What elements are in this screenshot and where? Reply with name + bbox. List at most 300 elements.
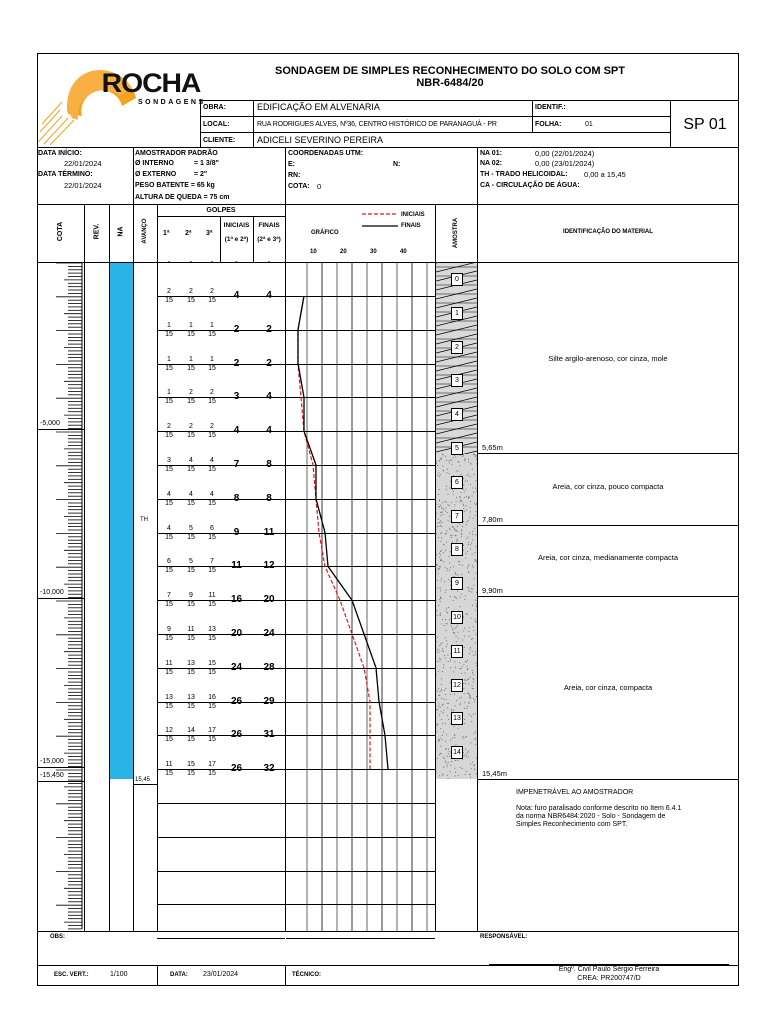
- sand-dot: [474, 769, 475, 770]
- sand-dot: [463, 521, 464, 522]
- col-iniciais: INICIAIS: [223, 222, 250, 229]
- sand-dot: [457, 760, 458, 761]
- local-label: LOCAL:: [203, 121, 230, 128]
- sand-dot: [443, 651, 444, 652]
- sand-dot: [468, 520, 469, 521]
- obra-label: OBRA:: [203, 104, 226, 111]
- sand-dot: [448, 762, 449, 763]
- folha-value: 01: [585, 121, 593, 128]
- sand-dot: [454, 528, 455, 529]
- sand-dot: [446, 472, 447, 473]
- sand-dot: [448, 778, 449, 779]
- blow-count: [206, 660, 218, 677]
- sand-dot: [459, 698, 460, 699]
- sand-dot: [454, 726, 455, 727]
- col-iniciais-sub: (1ª e 2ª): [224, 236, 249, 243]
- e-label: E:: [288, 161, 295, 168]
- nspt-iniciais: 9: [233, 526, 240, 538]
- sand-dot: [442, 466, 443, 467]
- blow-count: [163, 761, 175, 778]
- sand-dot: [464, 719, 465, 720]
- col-grafico: GRÁFICO: [311, 230, 339, 236]
- blow-numerator: 5: [185, 558, 197, 567]
- sand-dot: [465, 661, 466, 662]
- sand-dot: [437, 615, 438, 616]
- th-value: 0,00 a 15,45: [584, 170, 626, 179]
- sand-dot: [465, 680, 466, 681]
- blow-numerator: 12: [163, 727, 175, 736]
- col-cota: COTA: [57, 221, 64, 242]
- sand-dot: [465, 774, 466, 775]
- sand-dot: [476, 773, 477, 774]
- sand-dot: [438, 695, 439, 696]
- blow-numerator: 11: [163, 660, 175, 669]
- sand-dot: [437, 661, 438, 662]
- sand-dot: [438, 605, 439, 606]
- na02-value: 0,00 (23/01/2024): [535, 159, 595, 168]
- sand-dot: [476, 604, 477, 605]
- sand-dot: [461, 594, 462, 595]
- sand-dot: [448, 719, 449, 720]
- sand-dot: [457, 531, 458, 532]
- nspt-finais: 24: [263, 628, 275, 639]
- nota-line-2: da norma NBR6484:2020 - Solo - Sondagem de: [516, 813, 666, 820]
- sand-dot: [448, 504, 449, 505]
- sample-number: 11: [451, 645, 463, 658]
- nspt-finais: 20: [263, 594, 275, 606]
- legend-finais: FINAIS: [401, 223, 421, 229]
- sand-dot: [441, 580, 442, 581]
- sand-dot: [460, 497, 461, 498]
- sand-dot: [475, 634, 476, 635]
- sand-dot: [472, 469, 473, 470]
- sand-dot: [446, 460, 447, 461]
- sand-dot: [455, 574, 456, 575]
- sand-dot: [472, 565, 473, 566]
- blow-denominator: 15: [187, 601, 195, 609]
- blow-numerator: 4: [206, 457, 218, 466]
- sand-dot: [438, 568, 439, 569]
- sand-dot: [455, 628, 456, 629]
- sand-dot: [467, 551, 468, 552]
- sand-dot: [463, 545, 464, 546]
- sand-dot: [473, 492, 474, 493]
- col-g1: 1ª: [163, 230, 170, 237]
- blow-denominator: 15: [208, 668, 216, 676]
- blow-denominator: 15: [165, 466, 173, 473]
- sand-dot: [468, 693, 469, 694]
- blow-denominator: 15: [165, 668, 173, 676]
- sand-dot: [460, 606, 461, 607]
- sand-dot: [454, 529, 455, 530]
- sand-dot: [474, 578, 475, 579]
- sp-id: SP 01: [683, 116, 727, 133]
- blow-count: [163, 423, 175, 440]
- sand-dot: [464, 702, 465, 703]
- sand-dot: [452, 489, 453, 490]
- spt-graph: [286, 263, 435, 931]
- sand-dot: [469, 591, 470, 592]
- sand-dot: [462, 456, 463, 457]
- sand-dot: [467, 706, 468, 707]
- cota-value: 0: [317, 182, 322, 191]
- blow-numerator: 13: [163, 694, 175, 703]
- sand-dot: [455, 667, 456, 668]
- sand-dot: [451, 626, 452, 627]
- sand-dot: [437, 637, 438, 638]
- th-label: TH - TRADO HELICOIDAL:: [480, 171, 568, 178]
- sand-dot: [440, 523, 441, 524]
- graph-tick-label: 30: [370, 249, 377, 255]
- blow-count: [206, 558, 218, 575]
- blow-denominator: 15: [165, 601, 173, 609]
- sand-dot: [472, 531, 473, 532]
- sand-dot: [451, 460, 452, 461]
- sand-dot: [447, 512, 448, 513]
- sand-dot: [436, 463, 437, 464]
- sand-dot: [468, 590, 469, 591]
- sand-dot: [456, 501, 457, 502]
- sand-dot: [440, 533, 441, 534]
- sample-number: 14: [451, 746, 463, 759]
- nspt-iniciais: 4: [233, 425, 240, 437]
- sand-dot: [449, 563, 450, 564]
- sand-dot: [466, 613, 467, 614]
- blow-denominator: 15: [187, 330, 195, 338]
- blow-numerator: 11: [163, 761, 175, 770]
- sand-dot: [437, 504, 438, 505]
- sand-dot: [437, 526, 438, 527]
- blow-numerator: 3: [163, 457, 175, 466]
- sand-dot: [440, 707, 441, 708]
- sand-dot: [445, 508, 446, 509]
- layer-depth: 7,80m: [482, 515, 503, 524]
- sand-dot: [459, 662, 460, 663]
- blow-numerator: 2: [206, 389, 218, 398]
- blow-numerator: 1: [185, 356, 197, 365]
- blow-numerator: 1: [163, 389, 175, 398]
- sand-dot: [440, 520, 441, 521]
- blow-numerator: 7: [163, 592, 175, 601]
- sand-dot: [440, 738, 441, 739]
- blow-numerator: 2: [185, 423, 197, 432]
- sand-dot: [457, 591, 458, 592]
- sand-dot: [445, 637, 446, 638]
- sand-dot: [469, 774, 470, 775]
- sand-dot: [463, 683, 464, 684]
- sand-dot: [465, 558, 466, 559]
- sand-dot: [473, 688, 474, 689]
- sand-dot: [447, 655, 448, 656]
- blow-numerator: 6: [163, 558, 175, 567]
- sand-dot: [475, 643, 476, 644]
- blow-denominator: 15: [187, 297, 195, 304]
- avanco-th: TH: [140, 517, 148, 523]
- sand-dot: [437, 758, 438, 759]
- sand-dot: [443, 704, 444, 705]
- sand-dot: [455, 535, 456, 536]
- col-identificacao: IDENTIFICAÇÃO DO MATERIAL: [563, 229, 653, 235]
- sand-dot: [444, 581, 445, 582]
- sand-dot: [442, 508, 443, 509]
- first-row-dash: -: [189, 257, 193, 266]
- obra-value: EDIFICAÇÃO EM ALVENARIA: [257, 102, 380, 112]
- sand-dot: [460, 597, 461, 598]
- blow-denominator: 15: [165, 432, 173, 440]
- col-avanco: AVANÇO: [142, 218, 148, 244]
- sand-dot: [475, 488, 476, 489]
- sand-dot: [456, 636, 457, 637]
- blow-denominator: 15: [165, 702, 173, 710]
- sand-dot: [472, 554, 473, 555]
- sand-dot: [441, 512, 442, 513]
- blow-numerator: 4: [185, 457, 197, 466]
- sand-dot: [439, 704, 440, 705]
- obs-label: OBS:: [50, 934, 65, 940]
- sand-dot: [475, 731, 476, 732]
- blow-numerator: 7: [206, 558, 218, 567]
- sand-dot: [443, 470, 444, 471]
- sand-dot: [470, 696, 471, 697]
- sand-dot: [436, 513, 437, 514]
- blow-numerator: 4: [163, 525, 175, 534]
- sand-dot: [468, 587, 469, 588]
- sand-dot: [437, 580, 438, 581]
- sand-dot: [474, 528, 475, 529]
- blow-count: [206, 525, 218, 542]
- nota-line-1: Nota: furo paralisado conforme descrito no Item 6.4.1: [516, 805, 682, 812]
- sand-dot: [450, 529, 451, 530]
- sand-dot: [445, 630, 446, 631]
- blow-numerator: 6: [206, 525, 218, 534]
- sand-dot: [475, 739, 476, 740]
- sand-dot: [472, 670, 473, 671]
- sand-dot: [450, 771, 451, 772]
- esc-value: 1/100: [110, 971, 128, 978]
- externo-value: = 2": [194, 171, 208, 178]
- sand-dot: [456, 530, 457, 531]
- sand-dot: [446, 610, 447, 611]
- sand-dot: [454, 633, 455, 634]
- sand-dot: [446, 623, 447, 624]
- sand-dot: [453, 457, 454, 458]
- sand-dot: [441, 753, 442, 754]
- blow-count: [163, 592, 175, 609]
- sand-dot: [453, 494, 454, 495]
- blow-numerator: 9: [185, 592, 197, 601]
- sand-dot: [442, 739, 443, 740]
- sand-dot: [438, 537, 439, 538]
- sand-dot: [452, 628, 453, 629]
- crea: CREA: PR200747/D: [577, 975, 641, 982]
- sand-dot: [449, 505, 450, 506]
- sand-dot: [469, 636, 470, 637]
- sand-dot: [459, 564, 460, 565]
- sand-dot: [466, 771, 467, 772]
- layer-description: Areia, cor cinza, compacta: [563, 683, 653, 692]
- nspt-finais: 29: [263, 695, 275, 707]
- blow-count: [185, 558, 197, 575]
- sand-dot: [440, 474, 441, 475]
- sand-dot: [438, 472, 439, 473]
- sand-dot: [444, 561, 445, 562]
- sand-dot: [463, 630, 464, 631]
- sand-dot: [472, 688, 473, 689]
- sand-dot: [473, 585, 474, 586]
- blow-numerator: 1: [206, 322, 218, 331]
- nspt-finais: 8: [266, 492, 272, 504]
- sand-dot: [437, 724, 438, 725]
- sand-dot: [473, 518, 474, 519]
- sand-dot: [443, 712, 444, 713]
- blow-count: [185, 491, 197, 508]
- graph-tick-label: 40: [400, 249, 407, 255]
- sand-dot: [461, 673, 462, 674]
- sand-dot: [444, 690, 445, 691]
- sand-dot: [467, 669, 468, 670]
- sand-dot: [439, 568, 440, 569]
- sand-dot: [453, 710, 454, 711]
- sand-dot: [438, 671, 439, 672]
- cota-label: COTA:: [288, 183, 310, 190]
- sand-dot: [440, 590, 441, 591]
- blow-count: [206, 457, 218, 474]
- sand-dot: [439, 645, 440, 646]
- sand-dot: [449, 462, 450, 463]
- sand-dot: [473, 655, 474, 656]
- sand-dot: [471, 639, 472, 640]
- sand-dot: [474, 503, 475, 504]
- sand-dot: [475, 559, 476, 560]
- sand-dot: [471, 618, 472, 619]
- blow-numerator: 1: [163, 322, 175, 331]
- sand-dot: [441, 537, 442, 538]
- sand-dot: [466, 756, 467, 757]
- nspt-iniciais: 16: [230, 594, 243, 606]
- blow-denominator: 15: [208, 635, 216, 642]
- sand-dot: [471, 768, 472, 769]
- sand-dot: [443, 757, 444, 758]
- sand-dot: [461, 529, 462, 530]
- sand-dot: [463, 738, 464, 739]
- sand-dot: [472, 638, 473, 639]
- sand-dot: [442, 454, 443, 455]
- sand-dot: [475, 699, 476, 700]
- blow-numerator: 4: [163, 491, 175, 500]
- blow-denominator: 15: [187, 770, 195, 778]
- sand-dot: [466, 708, 467, 709]
- blow-count: [206, 356, 218, 373]
- sand-dot: [470, 501, 471, 502]
- data-inicio-label: DATA INÍCIO:: [38, 150, 82, 157]
- data-inicio: 22/01/2024: [64, 159, 102, 168]
- impenetravel: IMPENETRÁVEL AO AMOSTRADOR: [516, 789, 634, 796]
- sand-dot: [476, 562, 477, 563]
- blow-numerator: 4: [185, 491, 197, 500]
- sand-dot: [459, 524, 460, 525]
- sand-dot: [444, 501, 445, 502]
- first-row-dash: -: [167, 257, 171, 266]
- sand-dot: [461, 574, 462, 575]
- amostrador-label: AMOSTRADOR PADRÃO: [135, 150, 218, 157]
- sand-dot: [440, 691, 441, 692]
- sand-dot: [459, 704, 460, 705]
- sand-dot: [461, 697, 462, 698]
- sand-dot: [463, 736, 464, 737]
- sand-dot: [437, 565, 438, 566]
- blow-numerator: 13: [185, 660, 197, 669]
- blow-count: [185, 457, 197, 474]
- sand-dot: [466, 538, 467, 539]
- blow-count: [206, 288, 218, 305]
- sand-dot: [442, 502, 443, 503]
- sand-dot: [475, 619, 476, 620]
- sand-dot: [445, 456, 446, 457]
- layer-description: Areia, cor cinza, pouco compacta: [552, 482, 664, 491]
- blow-count: [185, 592, 197, 609]
- sand-dot: [440, 643, 441, 644]
- sand-dot: [473, 674, 474, 675]
- sand-dot: [466, 524, 467, 525]
- sample-number: 5: [451, 442, 463, 455]
- sand-dot: [464, 599, 465, 600]
- sand-dot: [472, 651, 473, 652]
- sand-dot: [472, 496, 473, 497]
- sand-dot: [465, 595, 466, 596]
- sample-number: 0: [451, 273, 463, 286]
- sand-dot: [442, 642, 443, 643]
- nspt-finais: 31: [263, 729, 275, 741]
- sample-number: 13: [451, 712, 463, 725]
- sand-dot: [445, 749, 446, 750]
- nspt-finais: 4: [266, 290, 272, 301]
- blow-numerator: 13: [206, 626, 218, 635]
- blow-denominator: 15: [208, 533, 216, 541]
- blow-count: [163, 322, 175, 339]
- sand-dot: [454, 632, 455, 633]
- sand-dot: [468, 751, 469, 752]
- sand-dot: [438, 573, 439, 574]
- blow-count: [185, 288, 197, 305]
- sand-dot: [465, 737, 466, 738]
- sand-dot: [463, 756, 464, 757]
- first-row-dash: -: [235, 257, 238, 266]
- sand-dot: [466, 506, 467, 507]
- sand-dot: [467, 587, 468, 588]
- sand-dot: [439, 661, 440, 662]
- sand-dot: [464, 460, 465, 461]
- sand-dot: [467, 666, 468, 667]
- sand-dot: [441, 711, 442, 712]
- sand-dot: [473, 630, 474, 631]
- blow-numerator: 2: [163, 423, 175, 432]
- sand-dot: [439, 650, 440, 651]
- col-golpes: GOLPES: [206, 207, 236, 214]
- col-amostra: AMOSTRA: [453, 217, 459, 249]
- sand-dot: [474, 474, 475, 475]
- sand-dot: [443, 667, 444, 668]
- sand-dot: [446, 589, 447, 590]
- blow-numerator: 11: [185, 626, 197, 635]
- sand-dot: [458, 461, 459, 462]
- layer-depth: 9,90m: [482, 586, 503, 595]
- sand-dot: [471, 721, 472, 722]
- sand-dot: [451, 709, 452, 710]
- sand-dot: [474, 454, 475, 455]
- blow-count: [185, 694, 197, 711]
- cliente-value: ADICELI SEVERINO PEREIRA: [257, 135, 384, 145]
- sand-dot: [446, 542, 447, 543]
